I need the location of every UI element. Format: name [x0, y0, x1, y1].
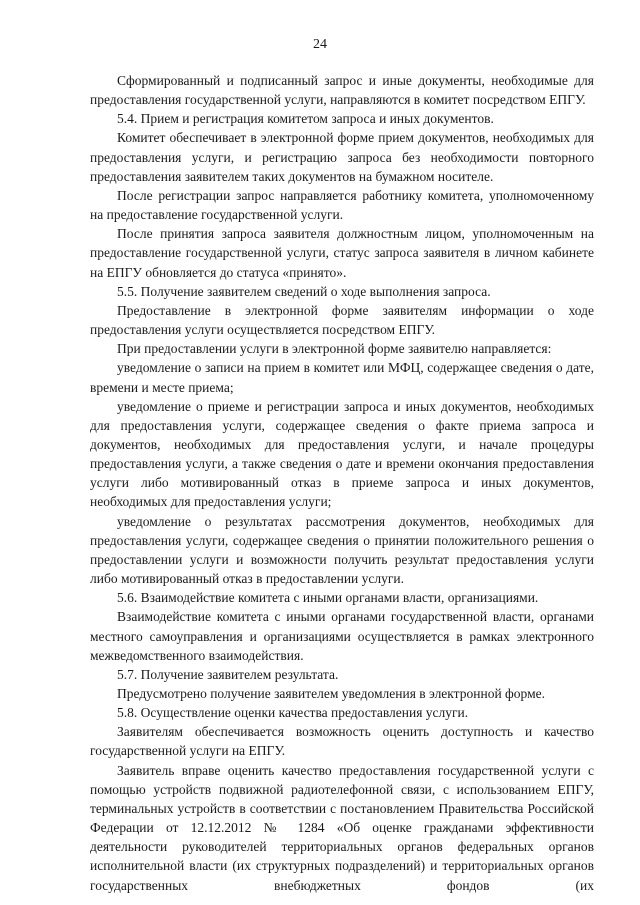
paragraph: Комитет обеспечивает в электронной форме прием документов, необходимых для предоставления услуги, и регистрацию запроса без необходимости повторного предоставления заявителем таких документов на бумажном носителе.: [90, 130, 594, 184]
paragraph: Сформированный и подписанный запрос и иные документы, необходимые для предоставления государственной услуги, направляются в комитет посредством ЕПГУ.: [90, 73, 594, 108]
page-number: 24: [313, 37, 327, 52]
section-heading-5-8: 5.8. Осуществление оценки качества предоставления услуги.: [117, 705, 469, 721]
list-item: уведомление о записи на прием в комитет или МФЦ, содержащее сведения о дате, времени и месте приема;: [90, 360, 594, 395]
paragraph: После принятия запроса заявителя должностным лицом, уполномоченным на предоставление государственной услуги, статус запроса заявителя в личном кабинете на ЕПГУ обновляется до статуса «принято».: [90, 226, 594, 280]
paragraph: После регистрации запрос направляется работнику комитета, уполномоченному на предоставление государственной услуги.: [90, 187, 594, 223]
paragraph: Предоставление в электронной форме заявителям информации о ходе предоставления услуги осуществляется посредством ЕПГУ.: [90, 302, 594, 338]
paragraph: Взаимодействие комитета с иными органами государственной власти, органами местного самоуправления и организациями осуществляется в рамках электронного межведомственного взаимодействия.: [90, 609, 594, 663]
section-heading-5-7: 5.7. Получение заявителем результата.: [117, 666, 339, 682]
list-item: уведомление о результатах рассмотрения документов, необходимых для предоставления услуги, содержащее сведения о принятии положительного решения о предоставлении услуги и возможности получить результат предоставления услуги либо мотивированный отказ в предоставлении услуги.: [90, 513, 594, 587]
paragraph: Заявителям обеспечивается возможность оценить доступность и качество государственной услуги на ЕПГУ.: [90, 724, 594, 759]
section-heading-5-6: 5.6. Взаимодействие комитета с иными органами власти, организациями.: [117, 590, 539, 606]
section-heading-5-4: 5.4. Прием и регистрация комитетом запроса и иных документов.: [117, 111, 494, 127]
section-heading-5-5: 5.5. Получение заявителем сведений о ходе выполнения запроса.: [117, 283, 491, 299]
paragraph: Предусмотрено получение заявителем уведомления в электронной форме.: [117, 686, 545, 701]
paragraph-continued: Заявитель вправе оценить качество предоставления государственной услуги с помощью устройств подвижной радиотелефонной связи, с использованием ЕПГУ, терминальных устройств в соответствии с постановлением Правительства Российской Федерации от 12.12.2012 № 1284 «Об оценке гражданами эффективности деятельности руководителей территориальных органов федеральных органов исполнительной власти (их структурных подразделений) и территориальных органов государственных внебюджетных фондов (их: [90, 762, 594, 893]
document-body: [90, 71, 594, 895]
paragraph: При предоставлении услуги в электронной форме заявителю направляется:: [117, 341, 552, 357]
list-item: уведомление о приеме и регистрации запроса и иных документов, необходимых для предоставления услуги, содержащее сведения о факте приема запроса и документов, необходимых для предоставления услуги, и начале процедуры предоставления услуги, а также сведения о дате и времени окончания предоставления услуги либо мотивированный отказ в приеме запроса и иных документов, необходимых для предоставления услуги;: [90, 398, 594, 510]
